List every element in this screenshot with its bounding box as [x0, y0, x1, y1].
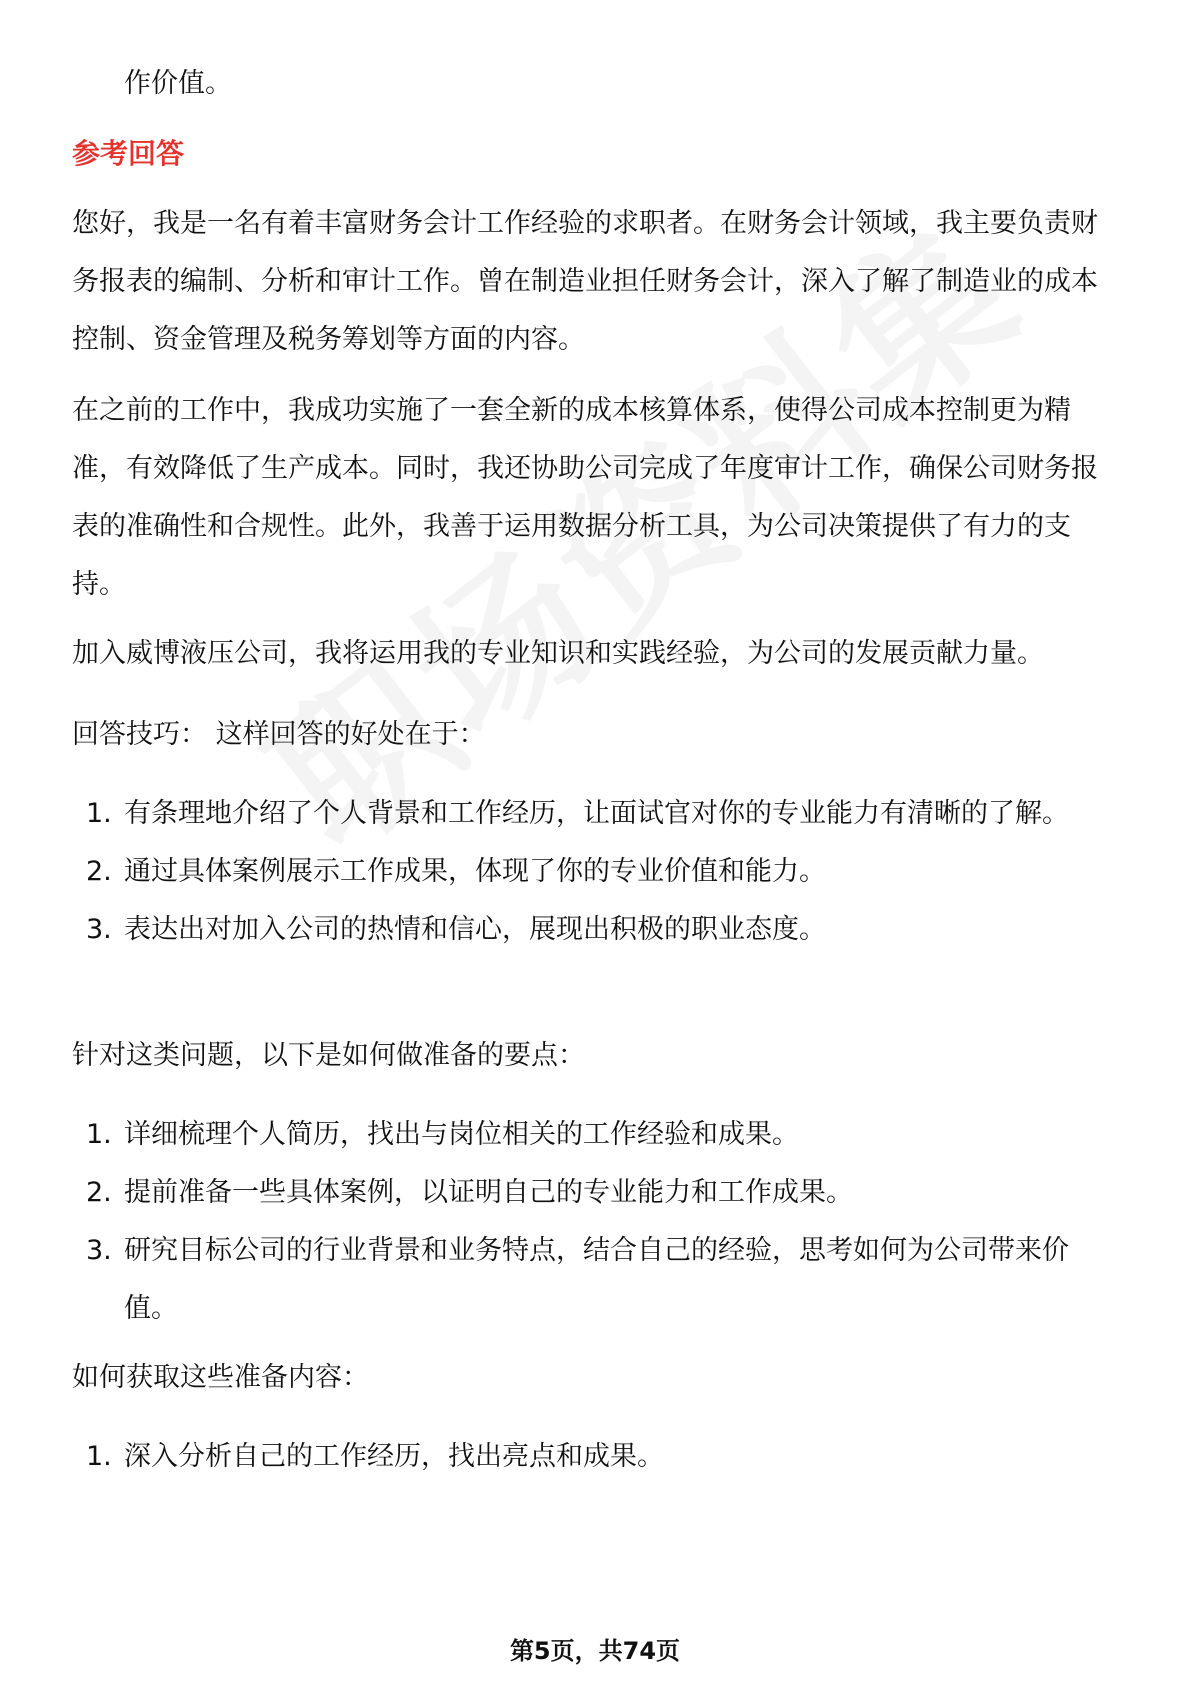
list-item [72, 1428, 1122, 1486]
list-item-text: 有条理地介绍了个人背景和工作经历，让面试官对你的专业能力有清晰的了解。 [124, 798, 1069, 829]
tips-intro: 回答技巧： 这样回答的好处在于： [72, 719, 486, 750]
list-item-text: 深入分析自己的工作经历，找出亮点和成果。 [124, 1441, 664, 1472]
list-item [72, 1106, 1122, 1164]
section-heading: 参考回答 [72, 137, 185, 170]
list-item-text: 表达出对加入公司的热情和信心，展现出积极的职业态度。 [124, 914, 826, 945]
list-item-text: 详细梳理个人简历，找出与岗位相关的工作经验和成果。 [124, 1119, 799, 1150]
acquire-intro: 如何获取这些准备内容： [72, 1362, 369, 1393]
prep-intro: 针对这类问题，以下是如何做准备的要点： [72, 1040, 585, 1071]
page-footer: 第5页，共74页 [509, 1637, 681, 1665]
list-number: 1. [86, 798, 112, 829]
list-number: 3. [86, 1235, 112, 1266]
list-item-text: 通过具体案例展示工作成果，体现了你的专业价值和能力。 [124, 856, 826, 887]
prep-list [72, 1106, 1122, 1338]
list-item-text: 提前准备一些具体案例，以证明自己的专业能力和工作成果。 [124, 1177, 853, 1208]
list-item [72, 843, 1122, 901]
list-number: 3. [86, 914, 112, 945]
carryover-text: 作价值。 [124, 68, 232, 99]
tips-list [72, 785, 1122, 959]
paragraph-achievements: 在之前的工作中，我成功实施了一套全新的成本核算体系，使得公司成本控制更为精准，有效降低了生产成本。同时，我还协助公司完成了年度审计工作，确保公司财务报表的准确性和合规性。此外，我善于运用数据分析工具，为公司决策提供了有力的支持。 [72, 395, 1098, 600]
paragraph-closing: 加入威博液压公司，我将运用我的专业知识和实践经验，为公司的发展贡献力量。 [72, 638, 1044, 669]
list-number: 1. [86, 1441, 112, 1472]
list-item [72, 901, 1122, 959]
list-number: 2. [86, 856, 112, 887]
acquire-list [72, 1428, 1122, 1486]
list-item-text: 研究目标公司的行业背景和业务特点，结合自己的经验，思考如何为公司带来价值。 [124, 1235, 1069, 1324]
list-item [72, 1222, 1122, 1338]
list-item [72, 1164, 1122, 1222]
list-number: 1. [86, 1119, 112, 1150]
list-item [72, 785, 1122, 843]
list-number: 2. [86, 1177, 112, 1208]
paragraph-intro: 您好，我是一名有着丰富财务会计工作经验的求职者。在财务会计领域，我主要负责财务报表的编制、分析和审计工作。曾在制造业担任财务会计，深入了解了制造业的成本控制、资金管理及税务筹划等方面的内容。 [72, 208, 1098, 355]
